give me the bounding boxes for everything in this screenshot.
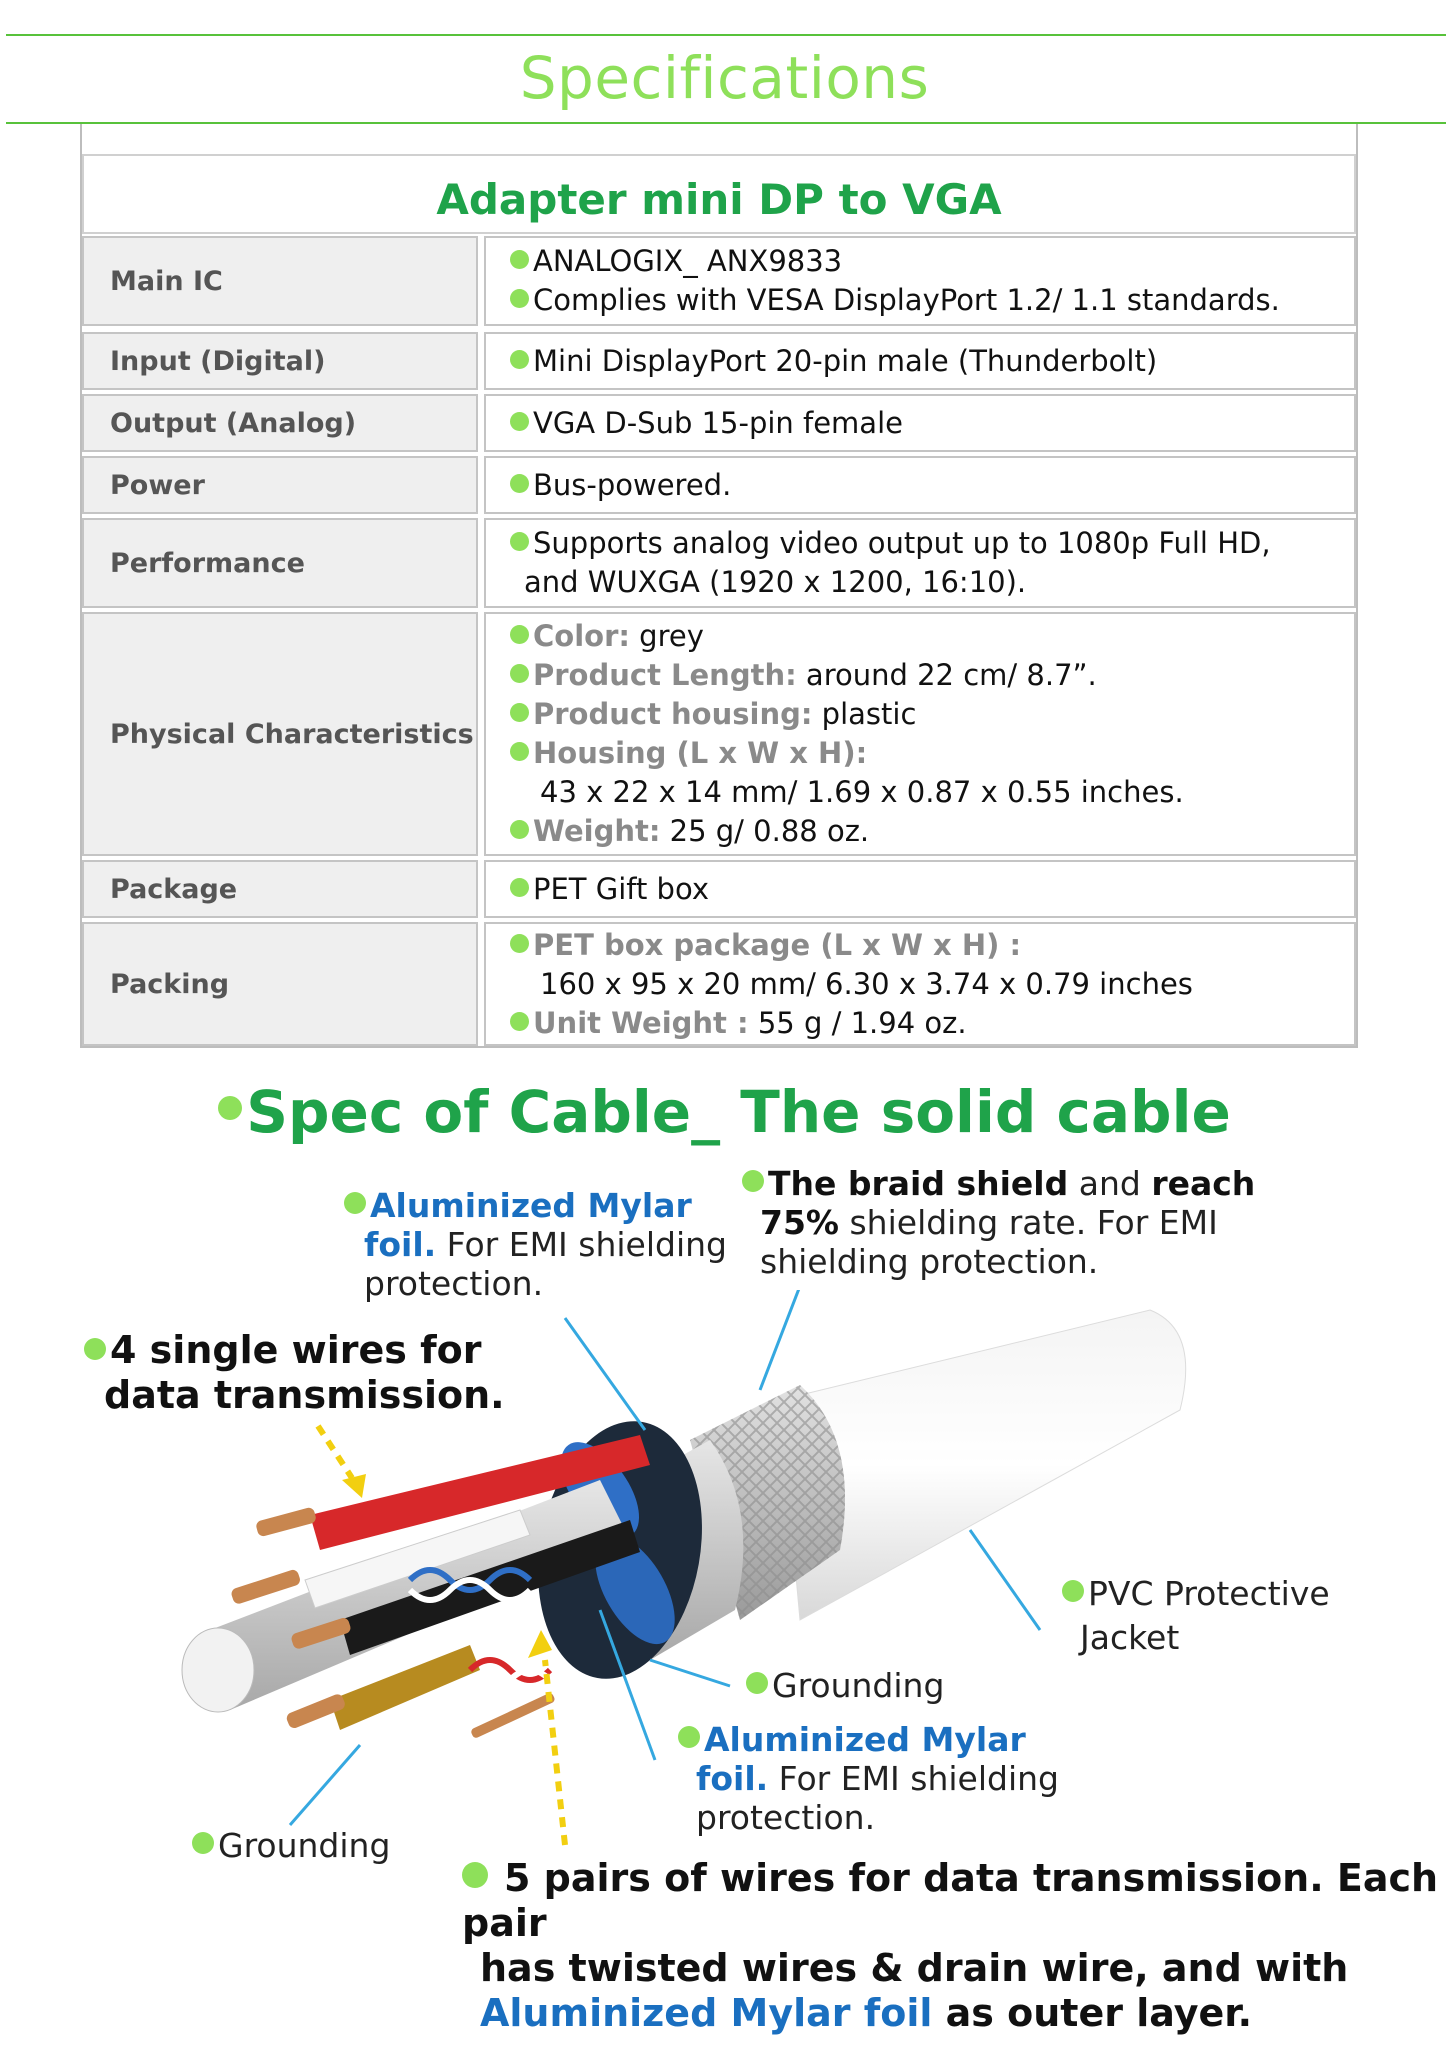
value-line: ANALOGIX_ ANX9833 — [533, 244, 843, 278]
row-label: Physical Characteristics — [82, 612, 478, 856]
value-line: VGA D-Sub 15-pin female — [533, 405, 903, 440]
annotation-text: data transmission. — [104, 1373, 505, 1417]
annotation-highlight: Aluminized Mylar — [704, 1720, 1026, 1759]
value-key: Unit Weight : — [533, 1005, 749, 1040]
spec-table — [80, 124, 1358, 1048]
annotation-text: protection. — [364, 1264, 544, 1303]
row-label: Main IC — [82, 236, 478, 326]
value-line: PET Gift box — [533, 871, 709, 906]
annotation-grounding-right — [746, 1666, 944, 1705]
bullet-icon — [510, 664, 529, 683]
row-label: Package — [82, 860, 478, 918]
bullet-icon — [510, 350, 529, 369]
bullet-icon — [510, 742, 529, 761]
annotation-single-wires — [84, 1328, 505, 1418]
annotation-text: 4 single wires for — [110, 1328, 482, 1372]
value-text: grey — [629, 619, 704, 653]
annotation-text: Grounding — [218, 1826, 391, 1865]
value-line: and WUXGA (1920 x 1200, 16:10). — [524, 565, 1027, 599]
row-value — [484, 518, 1356, 608]
value-key: PET box package (L x W x H) : — [533, 927, 1022, 962]
row-value — [484, 922, 1356, 1046]
annotation-text: as outer layer. — [932, 1991, 1253, 2035]
value-line: 43 x 22 x 14 mm/ 1.69 x 0.87 x 0.55 inches. — [540, 775, 1184, 809]
value-line: 160 x 95 x 20 mm/ 6.30 x 3.74 x 0.79 inches — [540, 966, 1193, 1001]
value-line: Supports analog video output up to 1080p Full HD, — [533, 526, 1271, 560]
bullet-icon — [510, 412, 529, 431]
row-value — [484, 332, 1356, 390]
bullet-icon — [192, 1832, 214, 1854]
bullet-icon — [510, 878, 529, 897]
table-row — [82, 612, 1356, 856]
value-line: Mini DisplayPort 20-pin male (Thunderbolt) — [533, 343, 1158, 378]
bullet-icon — [344, 1192, 366, 1214]
annotation-text: has twisted wires & drain wire, and with — [480, 1946, 1349, 1990]
bullet-icon — [510, 703, 529, 722]
annotation-text: 5 pairs of wires for data transmission. Each pair — [462, 1856, 1439, 1945]
value-text: 25 g/ 0.88 oz. — [660, 814, 870, 848]
table-row — [82, 518, 1356, 608]
value-line: Bus-powered. — [533, 467, 732, 502]
row-label: Output (Analog) — [82, 394, 478, 452]
value-text: around 22 cm/ 8.7”. — [796, 658, 1097, 692]
row-value — [484, 860, 1356, 918]
annotation-highlight: Aluminized Mylar foil — [480, 1991, 933, 2035]
bullet-icon — [510, 820, 529, 839]
annotation-highlight: foil. — [696, 1759, 769, 1798]
annotation-pvc-jacket — [1062, 1572, 1330, 1660]
bullet-icon — [510, 532, 529, 551]
annotation-braid — [742, 1164, 1255, 1281]
cable-section-title — [0, 1078, 1449, 1146]
table-row — [82, 922, 1356, 1046]
annotation-grounding-left — [192, 1826, 390, 1865]
value-key: Product Length: — [533, 658, 797, 692]
value-text: plastic — [812, 697, 917, 731]
bullet-icon — [510, 250, 529, 269]
bullet-icon — [218, 1096, 242, 1120]
row-value — [484, 394, 1356, 452]
annotation-foil-bottom — [678, 1720, 1059, 1837]
annotation-highlight: The braid shield — [768, 1164, 1069, 1203]
row-value — [484, 456, 1356, 514]
bullet-icon — [510, 934, 529, 953]
cable-title-text: Spec of Cable_ The solid cable — [246, 1078, 1231, 1146]
annotation-text: For EMI shielding — [436, 1225, 727, 1264]
table-row — [82, 456, 1356, 514]
value-key: Housing (L x W x H): — [533, 736, 868, 770]
annotation-foil-top — [344, 1186, 727, 1303]
row-label: Input (Digital) — [82, 332, 478, 390]
table-row — [82, 236, 1356, 326]
table-row — [82, 860, 1356, 918]
row-label: Power — [82, 456, 478, 514]
bullet-icon — [742, 1170, 764, 1192]
value-line: Complies with VESA DisplayPort 1.2/ 1.1 standards. — [533, 283, 1280, 317]
bullet-icon — [84, 1338, 106, 1360]
annotation-text: and — [1068, 1164, 1152, 1203]
annotation-highlight: 75% — [760, 1203, 839, 1242]
bullet-icon — [510, 625, 529, 644]
bullet-icon — [510, 474, 529, 493]
annotation-text: protection. — [696, 1798, 876, 1837]
table-heading: Adapter mini DP to VGA — [82, 154, 1356, 234]
row-label: Packing — [82, 922, 478, 1046]
bullet-icon — [678, 1726, 700, 1748]
value-key: Product housing: — [533, 697, 813, 731]
annotation-text: shielding rate. For EMI — [839, 1203, 1218, 1242]
annotation-highlight: reach — [1151, 1164, 1256, 1203]
bullet-icon — [510, 289, 529, 308]
bullet-icon — [462, 1862, 488, 1888]
annotation-text: Jacket — [1080, 1618, 1180, 1657]
bullet-icon — [510, 1012, 529, 1031]
annotation-text: shielding protection. — [760, 1242, 1099, 1281]
page-title: Specifications — [519, 44, 930, 112]
row-value — [484, 236, 1356, 326]
annotation-twisted-pairs — [462, 1856, 1449, 2036]
annotation-highlight: foil. — [364, 1225, 437, 1264]
bullet-icon — [1062, 1580, 1084, 1602]
table-row — [82, 394, 1356, 452]
top-rule — [6, 34, 1446, 36]
annotation-highlight: Aluminized Mylar — [370, 1186, 692, 1225]
row-value — [484, 612, 1356, 856]
annotation-text: Grounding — [772, 1666, 945, 1705]
row-label: Performance — [82, 518, 478, 608]
annotation-text: For EMI shielding — [768, 1759, 1059, 1798]
bullet-icon — [746, 1672, 768, 1694]
value-key: Color: — [533, 619, 630, 653]
annotation-text: PVC Protective — [1088, 1574, 1330, 1613]
value-key: Weight: — [533, 814, 661, 848]
value-text: 55 g / 1.94 oz. — [748, 1005, 967, 1040]
table-row — [82, 332, 1356, 390]
